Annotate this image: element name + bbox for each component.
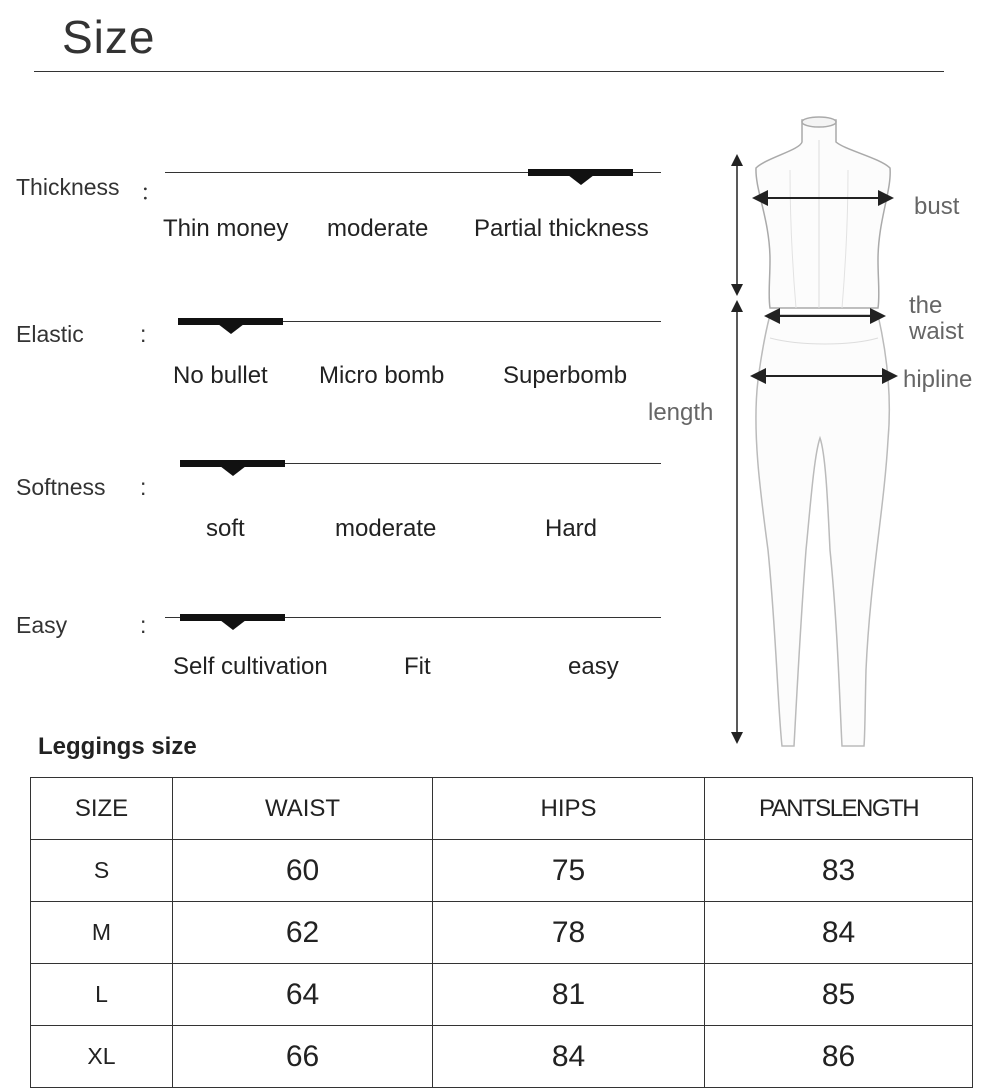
cell-waist: 62 xyxy=(173,902,433,964)
cell-waist: 64 xyxy=(173,964,433,1026)
cell-hips: 84 xyxy=(433,1026,705,1088)
option-hard: Hard xyxy=(545,515,598,542)
length-label: length xyxy=(648,399,714,426)
cell-hips: 78 xyxy=(433,902,705,964)
cell-waist: 60 xyxy=(173,840,433,902)
cell-pants-length: 83 xyxy=(705,840,973,902)
selected-marker xyxy=(180,614,285,621)
leggings-shape xyxy=(756,315,889,746)
header-pants-length: PANTSLENGTH xyxy=(705,778,973,840)
table-row xyxy=(31,902,973,964)
option-easy: easy xyxy=(568,653,619,680)
attribute-colon: : xyxy=(140,474,147,500)
option-fit: Fit xyxy=(404,653,431,680)
option-superbomb: Superbomb xyxy=(503,362,628,389)
hipline-label: hipline xyxy=(903,366,973,393)
option-micro-bomb: Micro bomb xyxy=(319,362,445,389)
waist-label-line1: the xyxy=(909,292,943,319)
option-moderate: moderate xyxy=(335,515,437,542)
selected-marker xyxy=(180,460,285,467)
table-header-row xyxy=(31,778,973,840)
mannequin-neck xyxy=(802,117,836,127)
attribute-colon: : xyxy=(140,321,147,347)
cell-hips: 81 xyxy=(433,964,705,1026)
cell-pants-length: 85 xyxy=(705,964,973,1026)
option-partial-thickness: Partial thickness xyxy=(474,215,649,242)
attribute-label: Thickness xyxy=(16,174,120,200)
option-no-bullet: No bullet xyxy=(173,362,268,389)
header-hips: HIPS xyxy=(433,778,705,840)
page-title: Size xyxy=(62,11,156,63)
size-table xyxy=(30,777,973,1088)
cell-size: XL xyxy=(31,1026,173,1088)
header-size: SIZE xyxy=(31,778,173,840)
header-waist: WAIST xyxy=(173,778,433,840)
title-divider xyxy=(34,71,944,72)
table-row xyxy=(31,840,973,902)
attribute-colon: : xyxy=(140,612,147,638)
selected-marker xyxy=(178,318,283,325)
table-title: Leggings size xyxy=(38,733,197,760)
cell-pants-length: 86 xyxy=(705,1026,973,1088)
cell-size: M xyxy=(31,902,173,964)
attribute-label: Easy xyxy=(16,612,68,638)
cell-pants-length: 84 xyxy=(705,902,973,964)
table-row xyxy=(31,964,973,1026)
bust-label: bust xyxy=(914,193,960,220)
option-self-cultivation: Self cultivation xyxy=(173,653,328,680)
cell-waist: 66 xyxy=(173,1026,433,1088)
option-moderate: moderate xyxy=(327,215,429,242)
option-thin-money: Thin money xyxy=(163,215,289,242)
waist-label-line2: waist xyxy=(909,318,964,345)
cell-hips: 75 xyxy=(433,840,705,902)
cell-size: S xyxy=(31,840,173,902)
attribute-label: Elastic xyxy=(16,321,84,347)
attribute-colon: ： xyxy=(140,179,163,205)
measurement-figure xyxy=(640,110,990,760)
attribute-label: Softness xyxy=(16,474,106,500)
table-row xyxy=(31,1026,973,1088)
selected-marker xyxy=(528,169,633,176)
option-soft: soft xyxy=(206,515,245,542)
mannequin-torso xyxy=(756,120,890,308)
cell-size: L xyxy=(31,964,173,1026)
